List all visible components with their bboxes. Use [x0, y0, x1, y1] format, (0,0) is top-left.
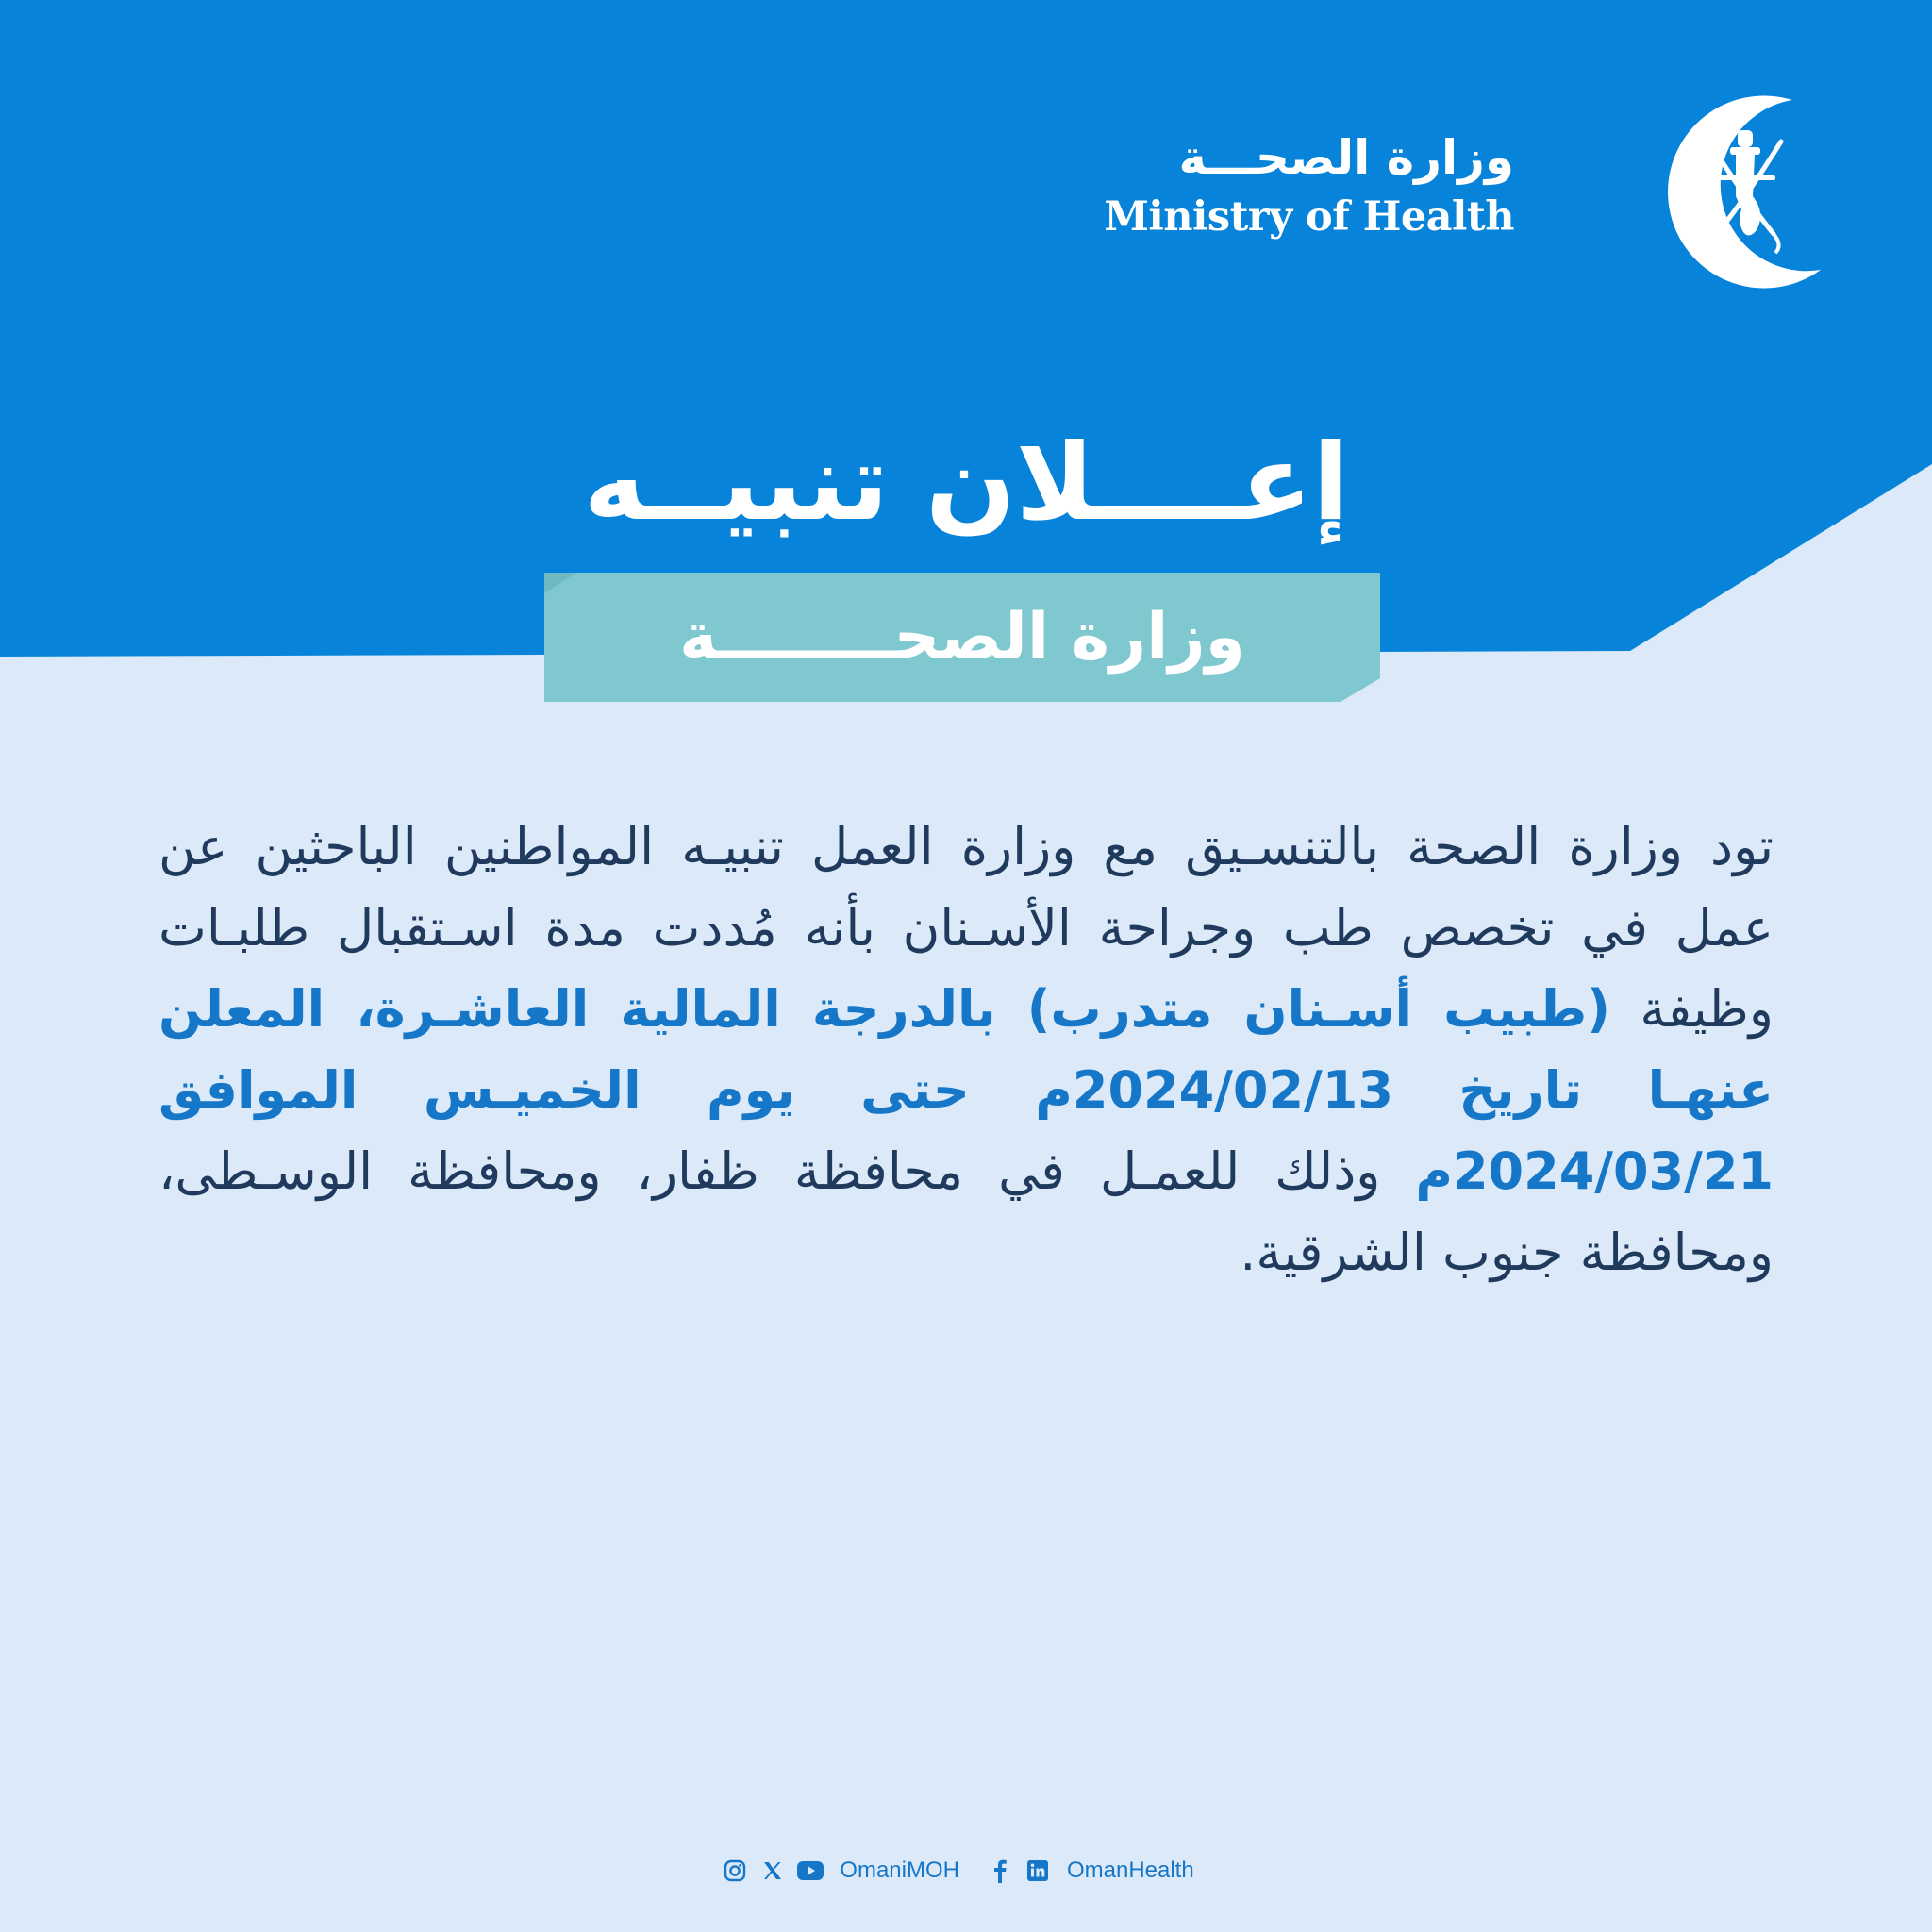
logo-arabic-name: وزارة الصحـــة	[1178, 130, 1514, 185]
logo-english-name: Ministry of Health	[1104, 193, 1514, 241]
youtube-icon[interactable]	[796, 1857, 824, 1885]
body-text-part-2: وذلك للعمـل في محافظة ظفار، ومحافظة الوسـطى، ومحافظة جنوب الشرقية.	[158, 1141, 1774, 1282]
social-handle-omanhealth[interactable]: OmanHealth	[1066, 1857, 1194, 1883]
body-highlight: (طبيب أسـنان متدرب) بالدرجة المالية العاشـرة، المعلن عنهـا تاريخ 2024/02/13م حتى يوم الخميـس الموافق 2024/03/21م	[158, 979, 1774, 1201]
body-text-part-1: تود وزارة الصحة بالتنسـيق مع وزارة العمل تنبيـه المواطنين الباحثين عن عمل في تخصص طب وجراحة الأسـنان بأنه مُددت مدة اسـتقبال طلبـات وظيفة	[158, 817, 1774, 1039]
banner-ministry-name: وزارة الصحــــــــة	[679, 600, 1245, 675]
instagram-icon[interactable]	[721, 1857, 749, 1885]
oman-khanjar-emblem-icon	[1632, 92, 1840, 300]
social-handle-omanimoh[interactable]: OmaniMOH	[840, 1857, 959, 1883]
announcement-body	[158, 807, 1774, 1293]
announcement-title: إعــــلان تنبيــه	[583, 422, 1349, 544]
ministry-logo	[1104, 104, 1840, 302]
social-footer	[0, 1857, 1932, 1885]
x-icon[interactable]	[758, 1857, 787, 1885]
linkedin-icon[interactable]	[1024, 1857, 1052, 1885]
facebook-icon[interactable]	[986, 1857, 1014, 1885]
